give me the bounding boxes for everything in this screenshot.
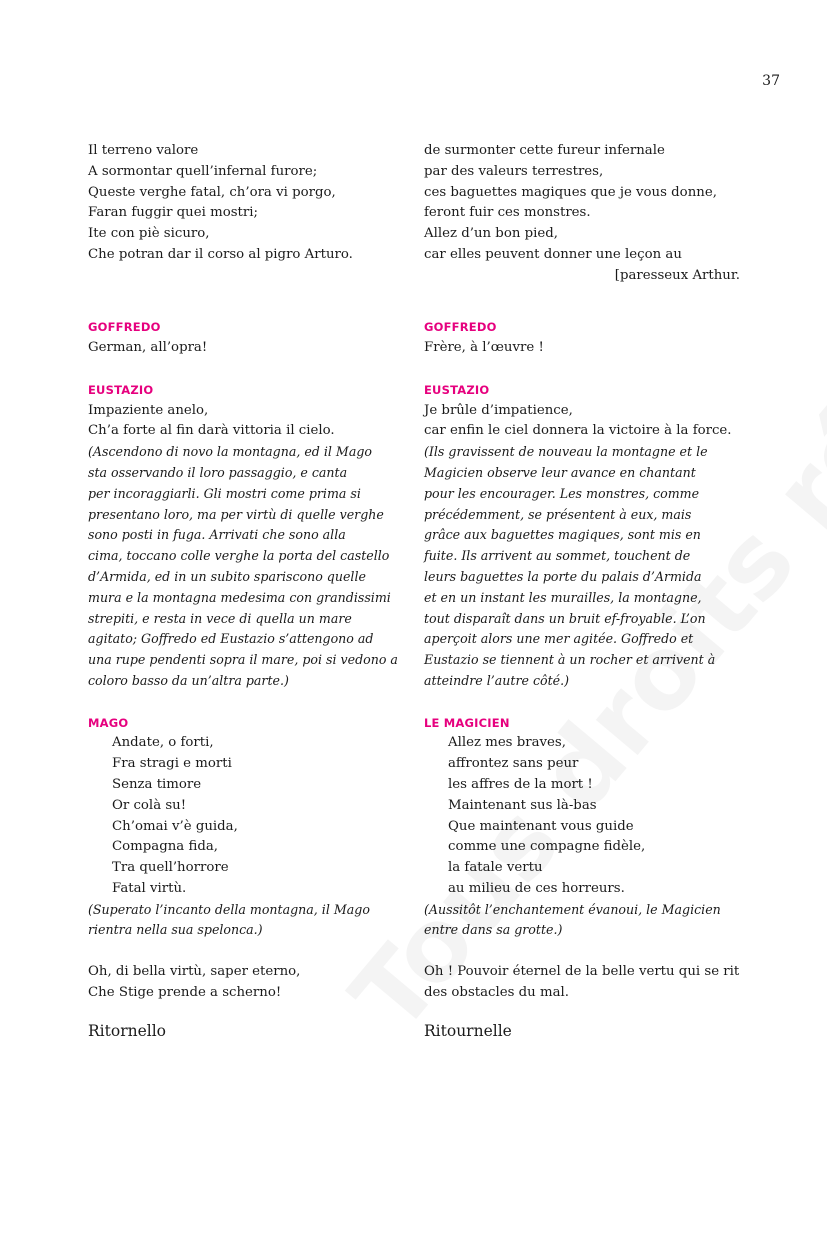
intro-verse — [88, 141, 418, 266]
stage-line: Magicien observe leur avance en chantant — [424, 464, 696, 480]
italian-column — [88, 141, 418, 1042]
stage-line: coloro basso da un’altra parte.) — [88, 672, 289, 688]
stage-line: précédemment, se présentent à eux, mais — [424, 506, 692, 522]
verse-line: Faran fuggir quei mostri; — [88, 205, 258, 221]
verse-line: par des valeurs terrestres, — [424, 163, 604, 179]
speaker-eustazio: EUSTAZIO — [424, 382, 490, 397]
stage-line: agitato; Goffredo ed Eustazio s’attengono ad — [88, 631, 374, 647]
stage-line: d’Armida, ed in un subito spariscono quelle — [88, 568, 366, 584]
verse-line: Oh, di bella virtù, saper eterno, — [88, 964, 301, 980]
stage-line: atteindre l’autre côté.) — [424, 672, 570, 688]
verse-line: Allez d’un bon pied, — [424, 226, 558, 242]
stage-line: mura e la montagna medesima con grandissimi — [88, 589, 391, 605]
verse-line: Allez mes braves, — [448, 735, 566, 751]
verse-line: des obstacles du mal. — [424, 984, 569, 1000]
stage-line: entre dans sa grotte.) — [424, 922, 563, 938]
stage-line: rientra nella sua spelonca.) — [88, 922, 263, 938]
verse-line: Que maintenant vous guide — [448, 818, 634, 834]
verse-line: Ch’omai v’è guida, — [112, 818, 238, 834]
speaker-mago: MAGO — [88, 715, 129, 730]
stage-line: et en un instant les murailles, la montagne, — [424, 589, 702, 605]
verse-line: Oh ! Pouvoir éternel de la belle vertu qui se rit — [424, 964, 740, 980]
stage-line: strepiti, e resta in vece di quella un mare — [88, 610, 352, 626]
verse-line: Frère, à l’œuvre ! — [424, 340, 544, 356]
verse-line: de surmonter cette fureur infernale — [424, 143, 665, 158]
magicien-verse — [424, 733, 754, 899]
page-number: 37 — [762, 73, 780, 89]
intro-verse — [424, 141, 754, 287]
stage-line: presentano loro, ma per virtù di quelle verghe — [88, 506, 384, 522]
verse-line: Fatal virtù. — [112, 880, 187, 896]
verse-line: Ite con piè sicuro, — [88, 226, 210, 242]
speaker-goffredo: GOFFREDO — [88, 320, 161, 335]
verse-line: Je brûle d’impatience, — [424, 402, 573, 418]
verse-line: Tra quell’horrore — [112, 860, 229, 876]
stage-line: aperçoit alors une mer agitée. Goffredo et — [424, 631, 694, 647]
verse-line: Senza timore — [112, 776, 202, 792]
stage-direction — [88, 900, 418, 942]
stage-line: (Aussitôt l’enchantement évanoui, le Magicien — [424, 901, 721, 917]
verse-line: Che Stige prende a scherno! — [88, 984, 282, 1000]
verse-line: Che potran dar il corso al pigro Arturo. — [88, 246, 353, 262]
stage-direction — [88, 442, 418, 692]
verse-line: German, all’opra! — [88, 340, 208, 356]
verse-line: A sormontar quell’infernal furore; — [88, 163, 318, 179]
stage-line: (Ascendono di novo la montagna, ed il Mago — [88, 444, 372, 460]
verse-line: car elles peuvent donner une leçon au — [424, 246, 682, 262]
stage-line: sta osservando il loro passaggio, e canta — [88, 464, 348, 480]
verse-line: Queste verghe fatal, ch’ora vi porgo, — [88, 184, 336, 200]
verse-line: feront fuir ces monstres. — [424, 205, 591, 221]
stage-line: fuite. Ils arrivent au sommet, touchent de — [424, 548, 691, 564]
stage-direction — [424, 442, 754, 692]
verse-line: Ch’a forte al fin darà vittoria il cielo. — [88, 423, 335, 439]
stage-line: (Superato l’incanto della montagna, il Mago — [88, 901, 370, 917]
verse-line: car enfin le ciel donnera la victoire à la force. — [424, 423, 732, 439]
verse-line: ces baguettes magiques que je vous donne, — [424, 184, 717, 200]
verse-line: Andate, o forti, — [112, 735, 214, 751]
stage-line: leurs baguettes la porte du palais d’Armida — [424, 568, 702, 584]
verse-line: Maintenant sus là-bas — [448, 797, 597, 813]
ritornello-heading: Ritornello — [88, 1021, 166, 1040]
verse-line: la fatale vertu — [448, 860, 543, 876]
stage-line: tout disparaît dans un bruit ef-froyable. L’on — [424, 610, 706, 626]
speaker-le-magicien: LE MAGICIEN — [424, 715, 510, 730]
verse-line: comme une compagne fidèle, — [448, 839, 646, 855]
verse-line: affrontez sans peur — [448, 756, 579, 772]
ritournelle-heading: Ritournelle — [424, 1021, 512, 1040]
verse-line: Compagna fida, — [112, 839, 218, 855]
stage-line: una rupe pendenti sopra il mare, poi si vedono a — [88, 652, 398, 668]
verse-line: au milieu de ces horreurs. — [448, 880, 625, 896]
stage-line: grâce aux baguettes magiques, sont mis en — [424, 527, 701, 543]
verse-line: les affres de la mort ! — [448, 776, 593, 792]
speaker-goffredo: GOFFREDO — [424, 320, 497, 335]
mago-verse — [88, 733, 418, 899]
verse-line: Impaziente anelo, — [88, 402, 209, 418]
stage-line: per incoraggiarli. Gli mostri come prima si — [88, 485, 361, 501]
stage-direction — [424, 900, 754, 942]
verse-line: Or colà su! — [112, 797, 187, 813]
stage-line: cima, toccano colle verghe la porta del castello — [88, 548, 390, 564]
speaker-eustazio: EUSTAZIO — [88, 382, 154, 397]
stage-line: pour les encourager. Les monstres, comme — [424, 485, 700, 501]
stage-line: sono posti in fuga. Arrivati che sono alla — [88, 527, 346, 543]
french-column — [424, 141, 754, 1042]
verse-line: Il terreno valore — [88, 143, 199, 158]
stage-line: Eustazio se tiennent à un rocher et arrivent à — [424, 652, 716, 668]
verse-line: Fra stragi e morti — [112, 756, 232, 772]
verse-continuation: [paresseux Arthur. — [614, 267, 740, 283]
stage-line: (Ils gravissent de nouveau la montagne et le — [424, 444, 708, 460]
